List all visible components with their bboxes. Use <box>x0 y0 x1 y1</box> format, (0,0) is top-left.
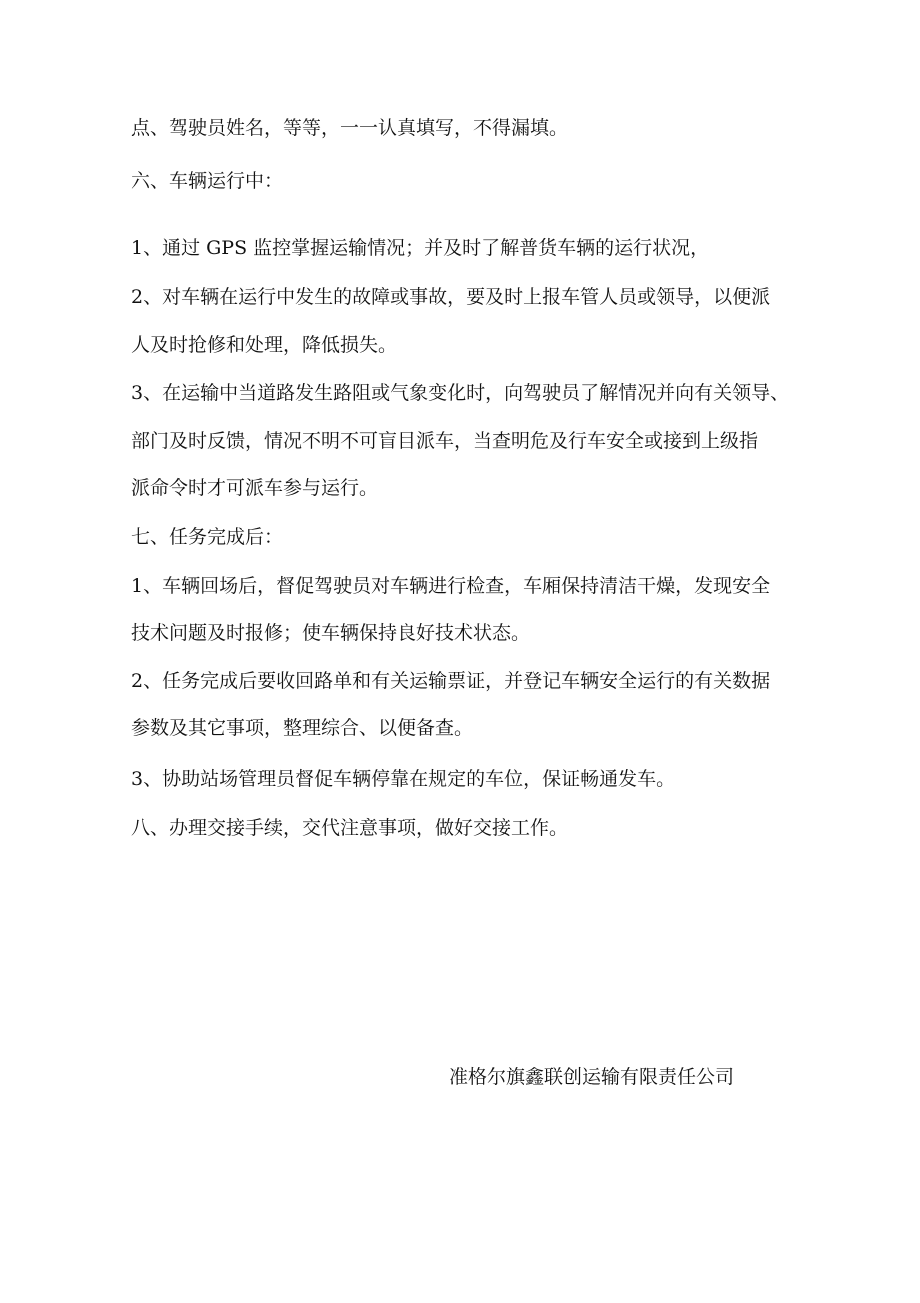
text-line-12: 2、任务完成后要收回路单和有关运输票证，并登记车辆安全运行的有关数据 <box>131 670 771 692</box>
text-line-13: 参数及其它事项，整理综合、以便备查。 <box>131 717 474 739</box>
text-line-14: 3、协助站场管理员督促车辆停靠在规定的车位，保证畅通发车。 <box>131 768 676 790</box>
section-heading-8: 八、办理交接手续，交代注意事项，做好交接工作。 <box>131 817 569 839</box>
text-line-4: 2、对车辆在运行中发生的故障或事故，要及时上报车管人员或领导，以便派 <box>131 286 771 308</box>
text-line-10: 1、车辆回场后，督促驾驶员对车辆进行检查，车厢保持清洁干燥，发现安全 <box>131 575 771 597</box>
text-line-1: 点、驾驶员姓名，等等，一一认真填写，不得漏填。 <box>131 117 569 139</box>
company-signature: 准格尔旗鑫联创运输有限责任公司 <box>449 1066 735 1088</box>
text-line-5: 人及时抢修和处理，降低损失。 <box>131 334 398 356</box>
text-line-3: 1、通过 GPS 监控掌握运输情况；并及时了解普货车辆的运行状况， <box>131 237 710 259</box>
text-line-11: 技术问题及时报修；使车辆保持良好技术状态。 <box>131 622 531 644</box>
section-heading-6: 六、车辆运行中： <box>131 170 284 192</box>
text-line-7: 部门及时反馈，情况不明不可盲目派车，当查明危及行车安全或接到上级指 <box>131 430 759 452</box>
text-line-6: 3、在运输中当道路发生路阻或气象变化时，向驾驶员了解情况并向有关领导、 <box>131 382 790 404</box>
section-heading-7: 七、任务完成后： <box>131 526 284 548</box>
text-line-8: 派命令时才可派车参与运行。 <box>131 477 379 499</box>
